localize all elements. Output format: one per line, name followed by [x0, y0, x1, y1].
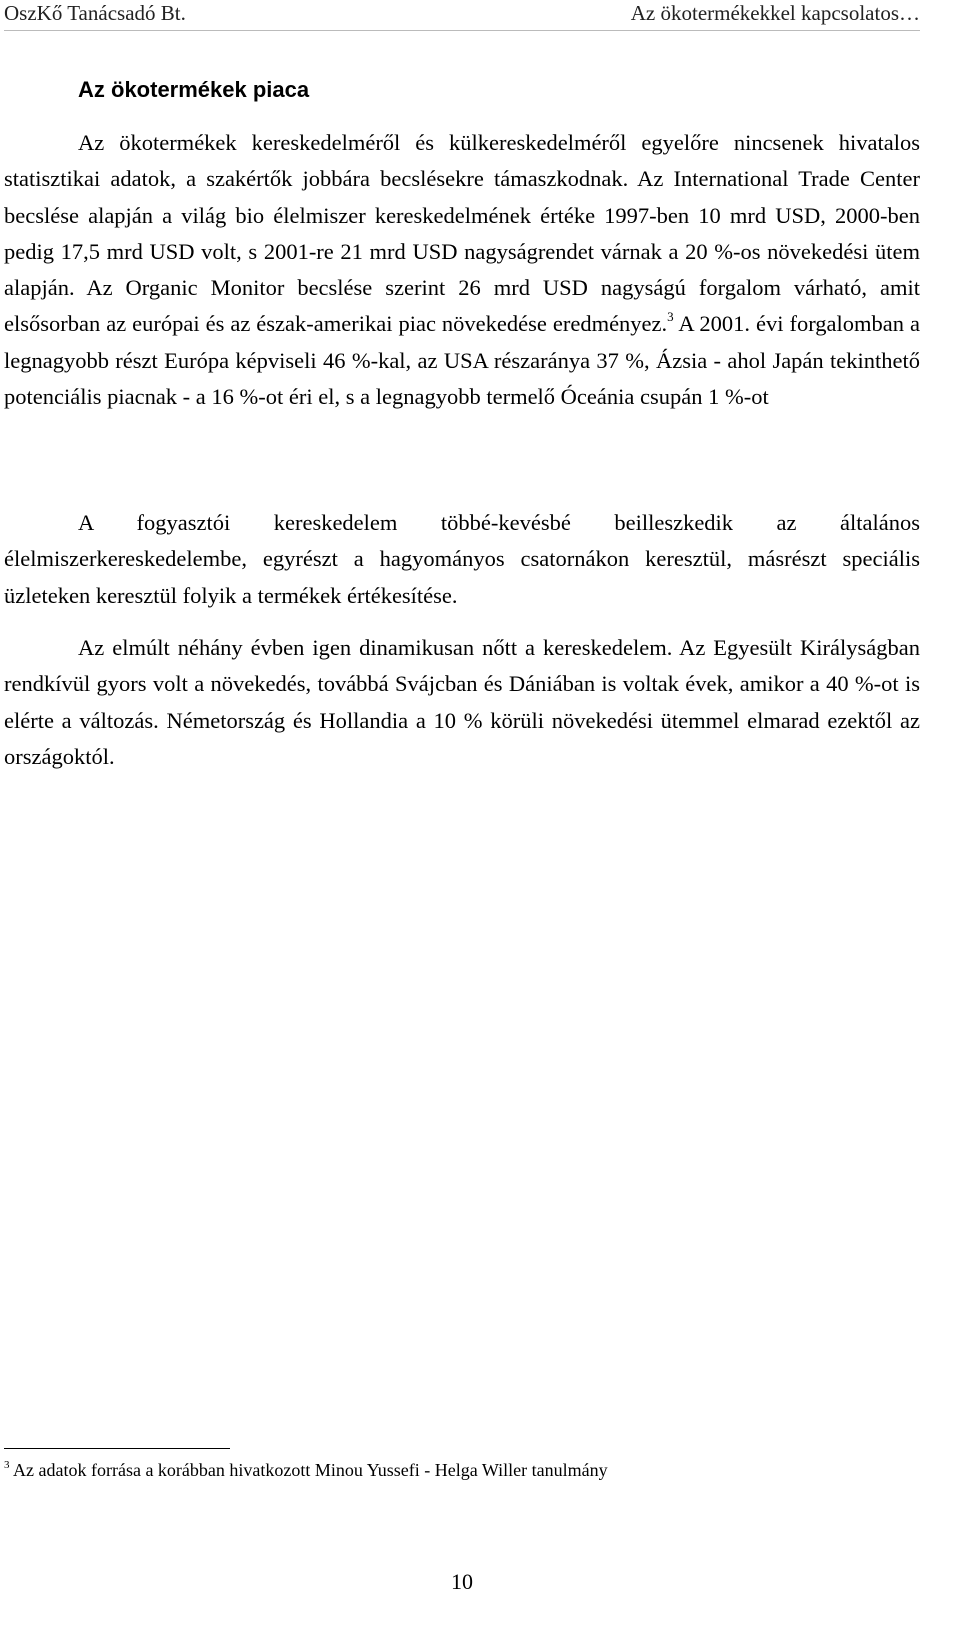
paragraph-text: Az ökotermékek kereskedelméről és külkereskedelméről egyelőre nincsenek hivatalos statisztikai adatok, a szakértők jobbára becslésekre támaszkodnak. Az International Trade Center becslése alapján a világ bio élelmiszer kereskedelmének értéke 1997-ben 10 mrd USD, 2000-ben pedig 17,5 mrd USD volt, s 2001-re 21 mrd USD nagyságrendet várnak a 20 %-os növekedési ütem alapján. Az Organic Monitor becslése szerint 26 mrd USD nagyságú forgalom várható, amit elsősorban az európai és az észak-amerikai piac növekedése eredményez.	[4, 130, 920, 337]
section-title: Az ökotermékek piaca	[78, 77, 310, 102]
paragraph-growth: Az elmúlt néhány évben igen dinamikusan nőtt a kereskedelem. Az Egyesült Királyságban rendkívül gyors volt a növekedés, továbbá Svájcban és Dániában is voltak évek, amikor a 40 %-ot is elérte a változás. Németország és Hollandia a 10 % körüli növekedési ütemmel elmarad ezektől az országoktól.	[4, 635, 920, 769]
footnote	[4, 1458, 608, 1482]
running-header-left: OszKő Tanácsadó Bt.	[4, 1, 186, 25]
running-header-right: Az ökotermékekkel kapcsolatos…	[630, 1, 920, 25]
paragraph-consumer-trade: A fogyasztói kereskedelem többé-kevésbé beilleszkedik az általános élelmiszerkereskedelembe, egyrészt a hagyományos csatornákon keresztül, másrészt speciális üzleteken keresztül folyik a termékek értékesítése.	[4, 510, 920, 608]
footnote-number: 3	[4, 1459, 10, 1471]
header-divider	[4, 30, 920, 31]
footnote-reference: 3	[667, 309, 674, 325]
footnote-text: Az adatok forrása a korábban hivatkozott Minou Yussefi - Helga Willer tanulmány	[9, 1460, 608, 1480]
paragraph-text: A 2001. évi forgalomban a legnagyobb részt Európa képviseli 46 %-kal, az USA részaránya 37 %, Ázsia - ahol Japán tekinthető potenciális piacnak - a 16 %-ot éri el, s a legnagyobb termelő Óceánia csupán 1 %-ot	[4, 311, 920, 410]
footnote-divider	[4, 1448, 230, 1449]
paragraph-market-statistics	[4, 125, 920, 415]
page-number: 10	[451, 1569, 473, 1594]
